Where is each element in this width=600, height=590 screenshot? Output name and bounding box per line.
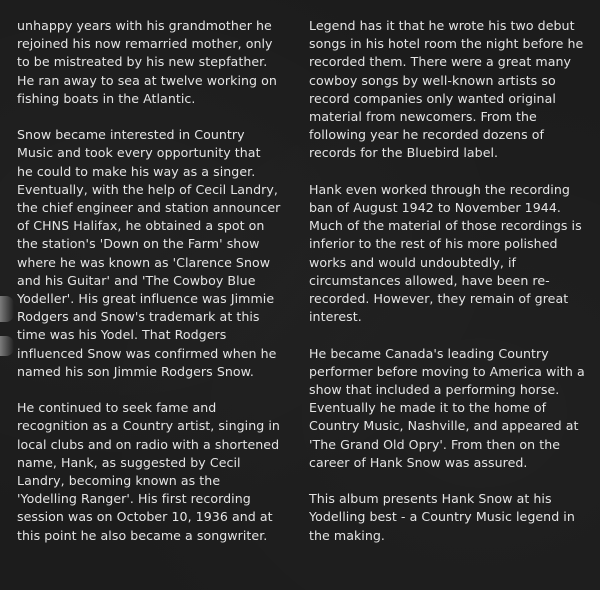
left-text-column <box>17 17 289 563</box>
paragraph-album-presents: This album presents Hank Snow at his Yodelling best - a Country Music legend in the making. <box>309 491 575 543</box>
paragraph-fame-recognition: He continued to seek fame and recognition as a Country artist, singing in local clubs and on radio with a shortened name, Hank, as suggested by Cecil Landry, becoming known as the 'Yodelling Ranger'. His first recording session was on October 10, 1936 and at this point he also became a songwriter. <box>17 400 280 543</box>
paragraph-early-years: unhappy years with his grandmother he rejoined his now remarried mother, only to be mistreated by his new stepfather. He ran away to sea at twelve working on fishing boats in the Atlantic. <box>17 18 277 106</box>
paragraph-recording-ban: Hank even worked through the recording ban of August 1942 to November 1944. Much of the material of those recordings is inferior to the rest of his more polished works and would undoubtedly, if circumstances allowed, have been re- recorded. However, they remain of great interest. <box>309 181 582 325</box>
paragraph-debut-songs: Legend has it that he wrote his two debut songs in his hotel room the night before he recorded them. There were a great many cowboy songs by well-known artists so record companies only wanted original material from newcomers. From the following year he recorded dozens of records for the Bluebird label. <box>309 18 584 161</box>
paragraph-canada-leading: He became Canada's leading Country performer before moving to America with a show that included a performing horse. Eventually he made it to the home of Country Music, Nashville, and appeared at 'The Grand Old Opry'. From then on the career of Hank Snow was assured. <box>309 345 585 470</box>
edge-photo-fragment <box>0 296 14 322</box>
paragraph-country-music: Snow became interested in Country Music and took every opportunity that he could to make his way as a singer. Eventually, with the help of Cecil Landry, the chief engineer and station announcer of CHNS Halifax, he obtained a spot on the station's 'Down on the Farm' show where he was known as 'Clarence Snow and his Guitar' and 'The Cowboy Blue Yodeller'. His great influence was Jimmie Rodgers and Snow's trademark at this time was his Yodel. That Rodgers influenced Snow was confirmed when he named his son Jimmie Rodgers Snow. <box>17 127 281 379</box>
right-text-column <box>309 17 589 563</box>
edge-photo-fragment-lower <box>0 336 14 356</box>
